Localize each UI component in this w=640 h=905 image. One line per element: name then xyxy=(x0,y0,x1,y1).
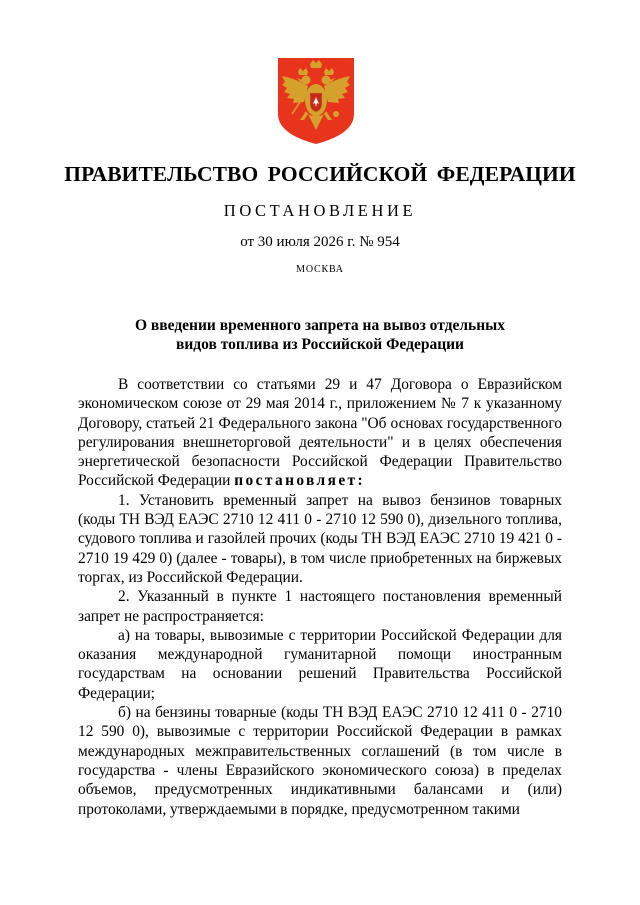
document-date-number: от 30 июля 2026 г. № 954 xyxy=(240,234,400,250)
decree-word: постановляет: xyxy=(234,472,366,490)
preamble-paragraph xyxy=(78,375,562,491)
document-body xyxy=(78,375,562,819)
coat-of-arms-icon xyxy=(276,56,356,146)
paragraph-2b: б) на бензины товарные (коды ТН ВЭД ЕАЭС 2710 12 411 0 - 2710 12 590 0), вывозимые с территории Российской Федерации в рамках международных межправительственных соглашений (в том числе в государства - члены Евразийского экономического союза) в пределах объемов, предусмотренных индикативными балансами и (или) протоколами, утверждаемыми в порядке, предусмотренном такими xyxy=(78,704,562,818)
document-city: МОСКВА xyxy=(296,264,344,275)
preamble-text: В соответствии со статьями 29 и 47 Договора о Евразийском экономическом союзе от 29 мая 2014 г., приложением № 7 к указанному Договору, статьей 21 Федерального закона "Об основах государственного регулирования внешнеторговой деятельности" и в целях обеспечения энергетической безопасности Российской Федерации Правительство Российской Федерации xyxy=(78,376,562,490)
heading-line-1: О введении временного запрета на вывоз отдельных xyxy=(134,317,506,334)
document-heading xyxy=(80,316,560,354)
paragraph-1: 1. Установить временный запрет на вывоз бензинов товарных (коды ТН ВЭД ЕАЭС 2710 12 411 0 - 2710 12 590 0), дизельного топлива, судового топлива и газойлей прочих (коды ТН ВЭД ЕАЭС 2710 19 421 0 - 2710 19 429 0) (далее - товары), в том числе приобретенных на биржевых торгах, из Российской Федерации. xyxy=(78,491,562,586)
paragraph-2: 2. Указанный в пункте 1 настоящего постановления временный запрет не распространяется: xyxy=(78,588,562,625)
paragraph-2a: а) на товары, вывозимые с территории Российской Федерации для оказания международной гуманитарной помощи иностранным государствам на основании решений Правительства Российской Федерации; xyxy=(78,626,562,702)
heading-line-2: видов топлива из Российской Федерации xyxy=(176,336,464,353)
government-title: ПРАВИТЕЛЬСТВО РОССИЙСКОЙ ФЕДЕРАЦИИ xyxy=(64,162,576,186)
document-type: ПОСТАНОВЛЕНИЕ xyxy=(223,201,417,220)
